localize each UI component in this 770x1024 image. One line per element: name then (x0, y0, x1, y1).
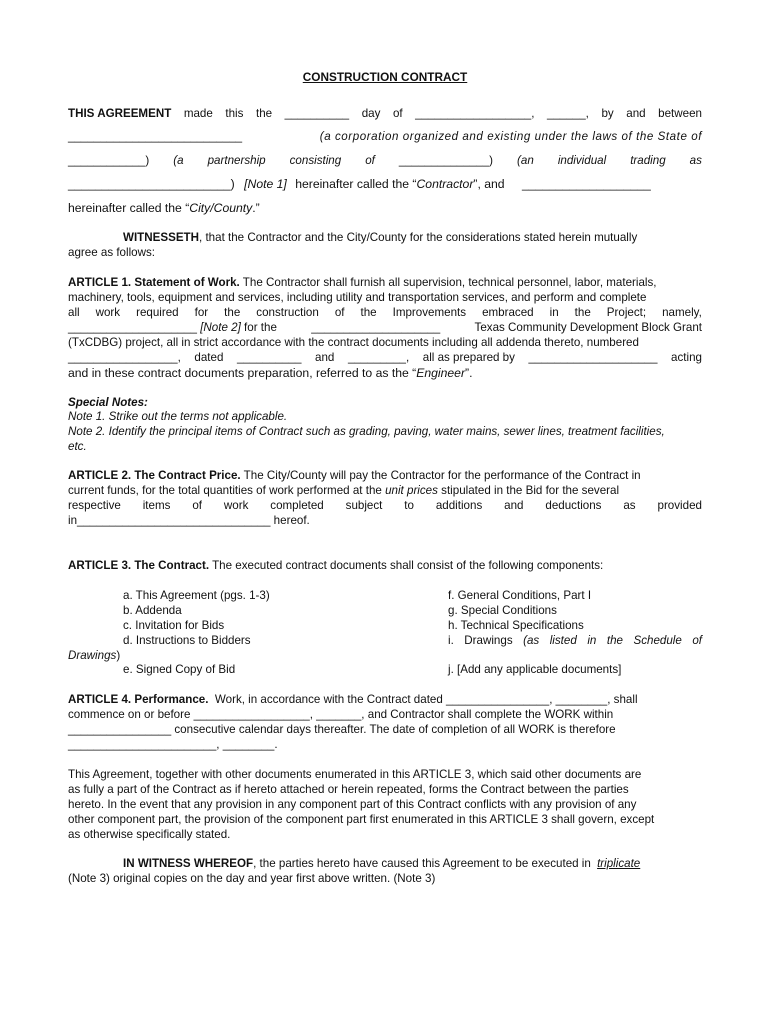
witness-whereof-line-2: (Note 3) original copies on the day and year first above written. (Note 3) (68, 872, 436, 885)
component-i-word: Drawings (464, 634, 513, 647)
article-4-line-1 (68, 693, 638, 706)
state-blank: ____________) (68, 154, 150, 167)
note-2-text: Note 2. Identify the principal items of Contract such as grading, paving, water mains, sewer lines, treatment facilities, (68, 425, 665, 438)
witness-whereof-line-1 (123, 857, 640, 870)
hereinafter-end: ”, and (473, 177, 505, 191)
component-i-drawings-cont (68, 649, 120, 662)
document-title: CONSTRUCTION CONTRACT (302, 70, 468, 84)
component-e: e. Signed Copy of Bid (123, 663, 236, 676)
unit-prices-term: unit prices (385, 484, 438, 497)
prepared-by-blank: ____________________ (528, 351, 658, 364)
year-blank: ______, (547, 107, 589, 120)
article-2-line-2 (68, 484, 702, 497)
intro-word: (an (517, 154, 534, 167)
article-1-text: The Contractor shall furnish all supervision, technical personnel, labor, materials, (242, 276, 657, 289)
article-1-word: acting (671, 351, 702, 364)
intro-word: trading (630, 154, 666, 167)
intro-line-4 (68, 177, 651, 191)
partnership-blank: ______________) (398, 154, 494, 167)
intro-line-5 (68, 201, 260, 215)
article-1-line-1 (68, 276, 702, 289)
article-1-text: for the (244, 321, 277, 334)
special-note-2-cont (68, 440, 87, 453)
special-note-2 (68, 425, 665, 438)
article-4-line-3: ________________ consecutive calendar days thereafter. The date of completion of all WORK is therefore (68, 723, 616, 736)
article-3-heading: ARTICLE 3. The Contract. (68, 559, 210, 572)
article-1-line-6 (68, 351, 702, 364)
article-2-text: The City/County will pay the Contractor for the performance of the Contract in (243, 469, 641, 482)
trading-as-blank: ________________________) (68, 177, 235, 191)
special-note-1 (68, 410, 287, 423)
component-i (448, 634, 702, 647)
note-1-ref: [Note 1] (244, 177, 287, 191)
component-b: b. Addenda (123, 604, 182, 617)
intro-word: between (658, 107, 702, 120)
article-1-text: and in these contract documents preparation, referred to as the “ (68, 366, 417, 380)
intro-word: the (255, 107, 273, 120)
city-blank: ____________________ (311, 321, 441, 334)
article-3-line-1 (68, 559, 603, 572)
note-1-text: Note 1. Strike out the terms not applicable. (68, 410, 288, 423)
dated-blank-2: _________, (347, 351, 410, 364)
numbered-blank: _________________, (68, 351, 181, 364)
component-h: h. Technical Specifications (448, 619, 584, 632)
component-i-word: the (606, 634, 623, 647)
day-blank: __________ (284, 107, 350, 120)
intro-word: consisting (289, 154, 342, 167)
engineer-term: Engineer (416, 366, 466, 380)
component-i-word: of (692, 634, 702, 647)
component-i-word: Schedule (633, 634, 682, 647)
note-2-ref: [Note 2] (200, 321, 241, 334)
intro-word: made (183, 107, 213, 120)
article-2-text: stipulated in the Bid for the several (441, 484, 620, 497)
improvements-blank: ____________________ (68, 321, 197, 334)
article-2-line-3: respective items of work completed subject to additions and deductions as provided (68, 499, 702, 512)
component-i-word: i. (448, 634, 454, 647)
hereinafter-text: hereinafter called the “ (295, 177, 417, 191)
article-1-word: and (315, 351, 335, 364)
article-1-line-3: all work required for the construction of the Improvements embraced in the Project; namely, (68, 306, 702, 319)
component-f: f. General Conditions, Part I (448, 589, 592, 602)
agreement-para-line-1: This Agreement, together with other documents enumerated in this ARTICLE 3, which said other documents are (68, 768, 642, 781)
article-2-heading: ARTICLE 2. The Contract Price. (68, 469, 241, 482)
article-1-word: dated (194, 351, 224, 364)
article-1-line-2: machinery, tools, equipment and services, including utility and transportation services, and perform and complete (68, 291, 647, 304)
agreement-para-line-5: as otherwise specifically stated. (68, 828, 231, 841)
witnesseth-line-2: agree as follows: (68, 246, 155, 259)
note-2-text-end: etc. (68, 440, 87, 453)
txcdbg-text: Texas Community Development Block Grant (474, 321, 702, 334)
article-2-line-1 (68, 469, 702, 482)
component-a: a. This Agreement (pgs. 1-3) (123, 589, 270, 602)
intro-word: partnership (207, 154, 266, 167)
article-4-line-4: _______________________, ________. (68, 738, 278, 751)
agreement-para-line-4: other component part, the provision of the component part first enumerated in this ARTICLE 3 shall govern, except (68, 813, 655, 826)
article-1-heading: ARTICLE 1. Statement of Work. (68, 276, 240, 289)
article-1-line-4 (68, 321, 702, 334)
intro-word: of (392, 107, 403, 120)
article-4-text: Work, in accordance with the Contract dated ________________, ________, shall (214, 693, 638, 706)
intro-line-2 (68, 130, 702, 143)
component-g: g. Special Conditions (448, 604, 557, 617)
component-j: j. [Add any applicable documents] (448, 663, 622, 676)
witnesseth-line-1 (123, 231, 637, 244)
article-2-text: current funds, for the total quantities of work performed at the (68, 484, 382, 497)
corporation-clause: (a corporation organized and existing under the laws of the State of (319, 130, 702, 143)
agreement-para-line-2: as fully a part of the Contract as if hereto attached or herein repeated, forms the Contract between the parties (68, 783, 629, 796)
special-notes-heading (68, 396, 148, 409)
intro-line-1 (68, 107, 702, 120)
witnesseth-label: WITNESSETH (123, 231, 200, 244)
this-agreement-label: THIS AGREEMENT (68, 107, 172, 120)
intro-word: by (601, 107, 614, 120)
article-1-line-5: (TxCDBG) project, all in strict accordance with the contract documents including all addenda thereto, numbered (68, 336, 639, 349)
owner-name-blank: ___________________ (521, 177, 651, 191)
city-county-term: City/County (189, 201, 253, 215)
component-i-word: listed (549, 634, 577, 647)
triplicate-term: triplicate (597, 857, 641, 870)
article-4-heading: ARTICLE 4. Performance. (68, 693, 209, 706)
witness-whereof-label: IN WITNESS WHEREOF (123, 857, 254, 870)
intro-word: day (361, 107, 381, 120)
witnesseth-text: , that the Contractor and the City/County for the considerations stated herein mutually (199, 231, 638, 244)
intro-word: and (626, 107, 646, 120)
intro-line-3 (68, 154, 702, 167)
month-blank: __________________, (415, 107, 535, 120)
special-notes-title: Special Notes: (68, 396, 148, 409)
component-i-word: (as (523, 634, 540, 647)
party-name-blank: ___________________________ (68, 130, 243, 143)
component-d: d. Instructions to Bidders (123, 634, 251, 647)
drawings-paren: ) (116, 649, 121, 662)
article-1-line-7 (68, 366, 472, 380)
agreement-para-line-3: hereto. In the event that any provision in any component part of this Contract conflicts with any provision of any (68, 798, 637, 811)
intro-word: as (689, 154, 702, 167)
drawings-tail: Drawings (68, 649, 117, 662)
dated-blank-1: __________ (236, 351, 302, 364)
hereinafter-text: hereinafter called the “ (68, 201, 190, 215)
article-2-line-4: in______________________________ hereof. (68, 514, 310, 527)
intro-word: (a (173, 154, 184, 167)
intro-word: individual (557, 154, 607, 167)
component-c: c. Invitation for Bids (123, 619, 225, 632)
hereinafter-end: .” (252, 201, 260, 215)
article-3-text: The executed contract documents shall consist of the following components: (212, 559, 604, 572)
intro-word: of (365, 154, 375, 167)
article-1-word: all as prepared by (422, 351, 515, 364)
contractor-term: Contractor (416, 177, 474, 191)
article-1-end: ”. (465, 366, 473, 380)
article-4-line-2: commence on or before __________________, _______, and Contractor shall complete the WORK within (68, 708, 614, 721)
witness-whereof-text: , the parties hereto have caused this Agreement to be executed in (253, 857, 591, 870)
component-i-word: in (587, 634, 597, 647)
intro-word: this (225, 107, 244, 120)
